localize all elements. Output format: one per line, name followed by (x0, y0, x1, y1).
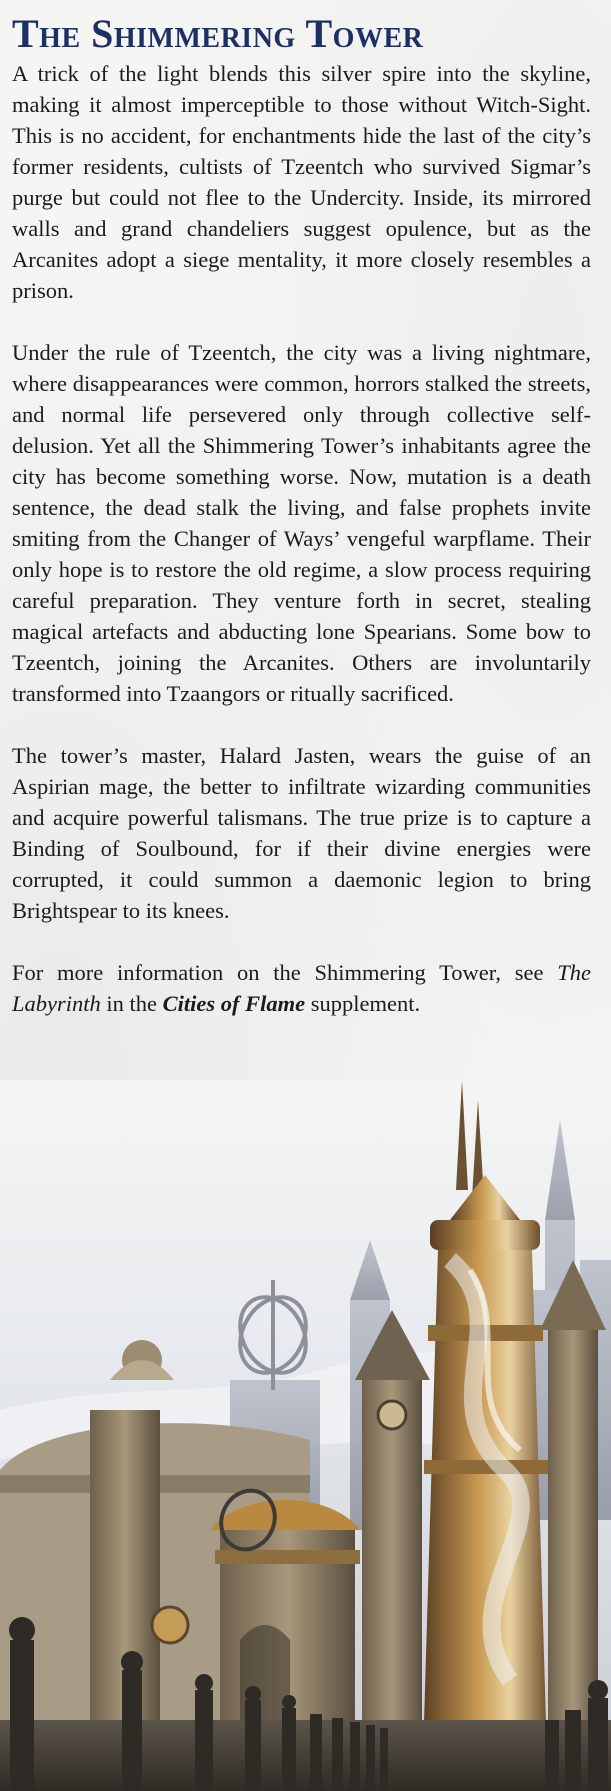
clock-tower (355, 1310, 430, 1791)
paragraph-master: The tower’s master, Halard Jasten, wears the guise of an Aspirian mage, the better to infiltrate wizarding communities and acquire powerful talismans. The true prize is to capture a Binding of Soulbound, for if their divine energies were corrupted, it could summon a daemonic legion to bring Brightspear to its knees. (12, 743, 591, 923)
reference-book: Cities of Flame (162, 991, 306, 1016)
reference-middle: in the (100, 991, 163, 1016)
reference-tail: supplement. (305, 991, 421, 1016)
reference-chapter: The Labyrinth (12, 960, 591, 1016)
city-illustration (0, 1080, 611, 1791)
paragraph-reference (12, 957, 591, 1019)
page-title: The Shimmering Tower (12, 11, 424, 56)
ground (0, 1720, 611, 1791)
paragraph-intro: A trick of the light blends this silver spire into the skyline, making it almost imperceptible to those without Witch-Sight. This is no accident, for enchantments hide the last of the city’s former residents, cultists of Tzeentch who survived Sigmar’s purge but could not flee to the Undercity. Inside, its mirrored walls and grand chandeliers suggest opulence, but as the Arcanites adopt a siege mentality, it more closely resembles a prison. (12, 61, 591, 303)
reference-lead: For more information on the Shimmering Tower, see (12, 960, 558, 985)
paragraph-history: Under the rule of Tzeentch, the city was a living nightmare, where disappearances were common, horrors stalked the streets, and normal life persevered only through collective self-delusion. Yet all the Shimmering Tower’s inhabitants agree the city has become something worse. Now, mutation is a death sentence, the dead stalk the living, and false prophets invite smiting from the Changer of Ways’ vengeful warpflame. Their only hope is to restore the old regime, a slow process requiring careful preparation. They venture forth in secret, stealing magical artefacts and abducting lone Spearians. Some bow to Tzeentch, joining the Arcanites. Others are involuntarily transformed into Tzaangors or ritually sacrificed. (12, 340, 591, 706)
body-text (12, 58, 591, 1019)
